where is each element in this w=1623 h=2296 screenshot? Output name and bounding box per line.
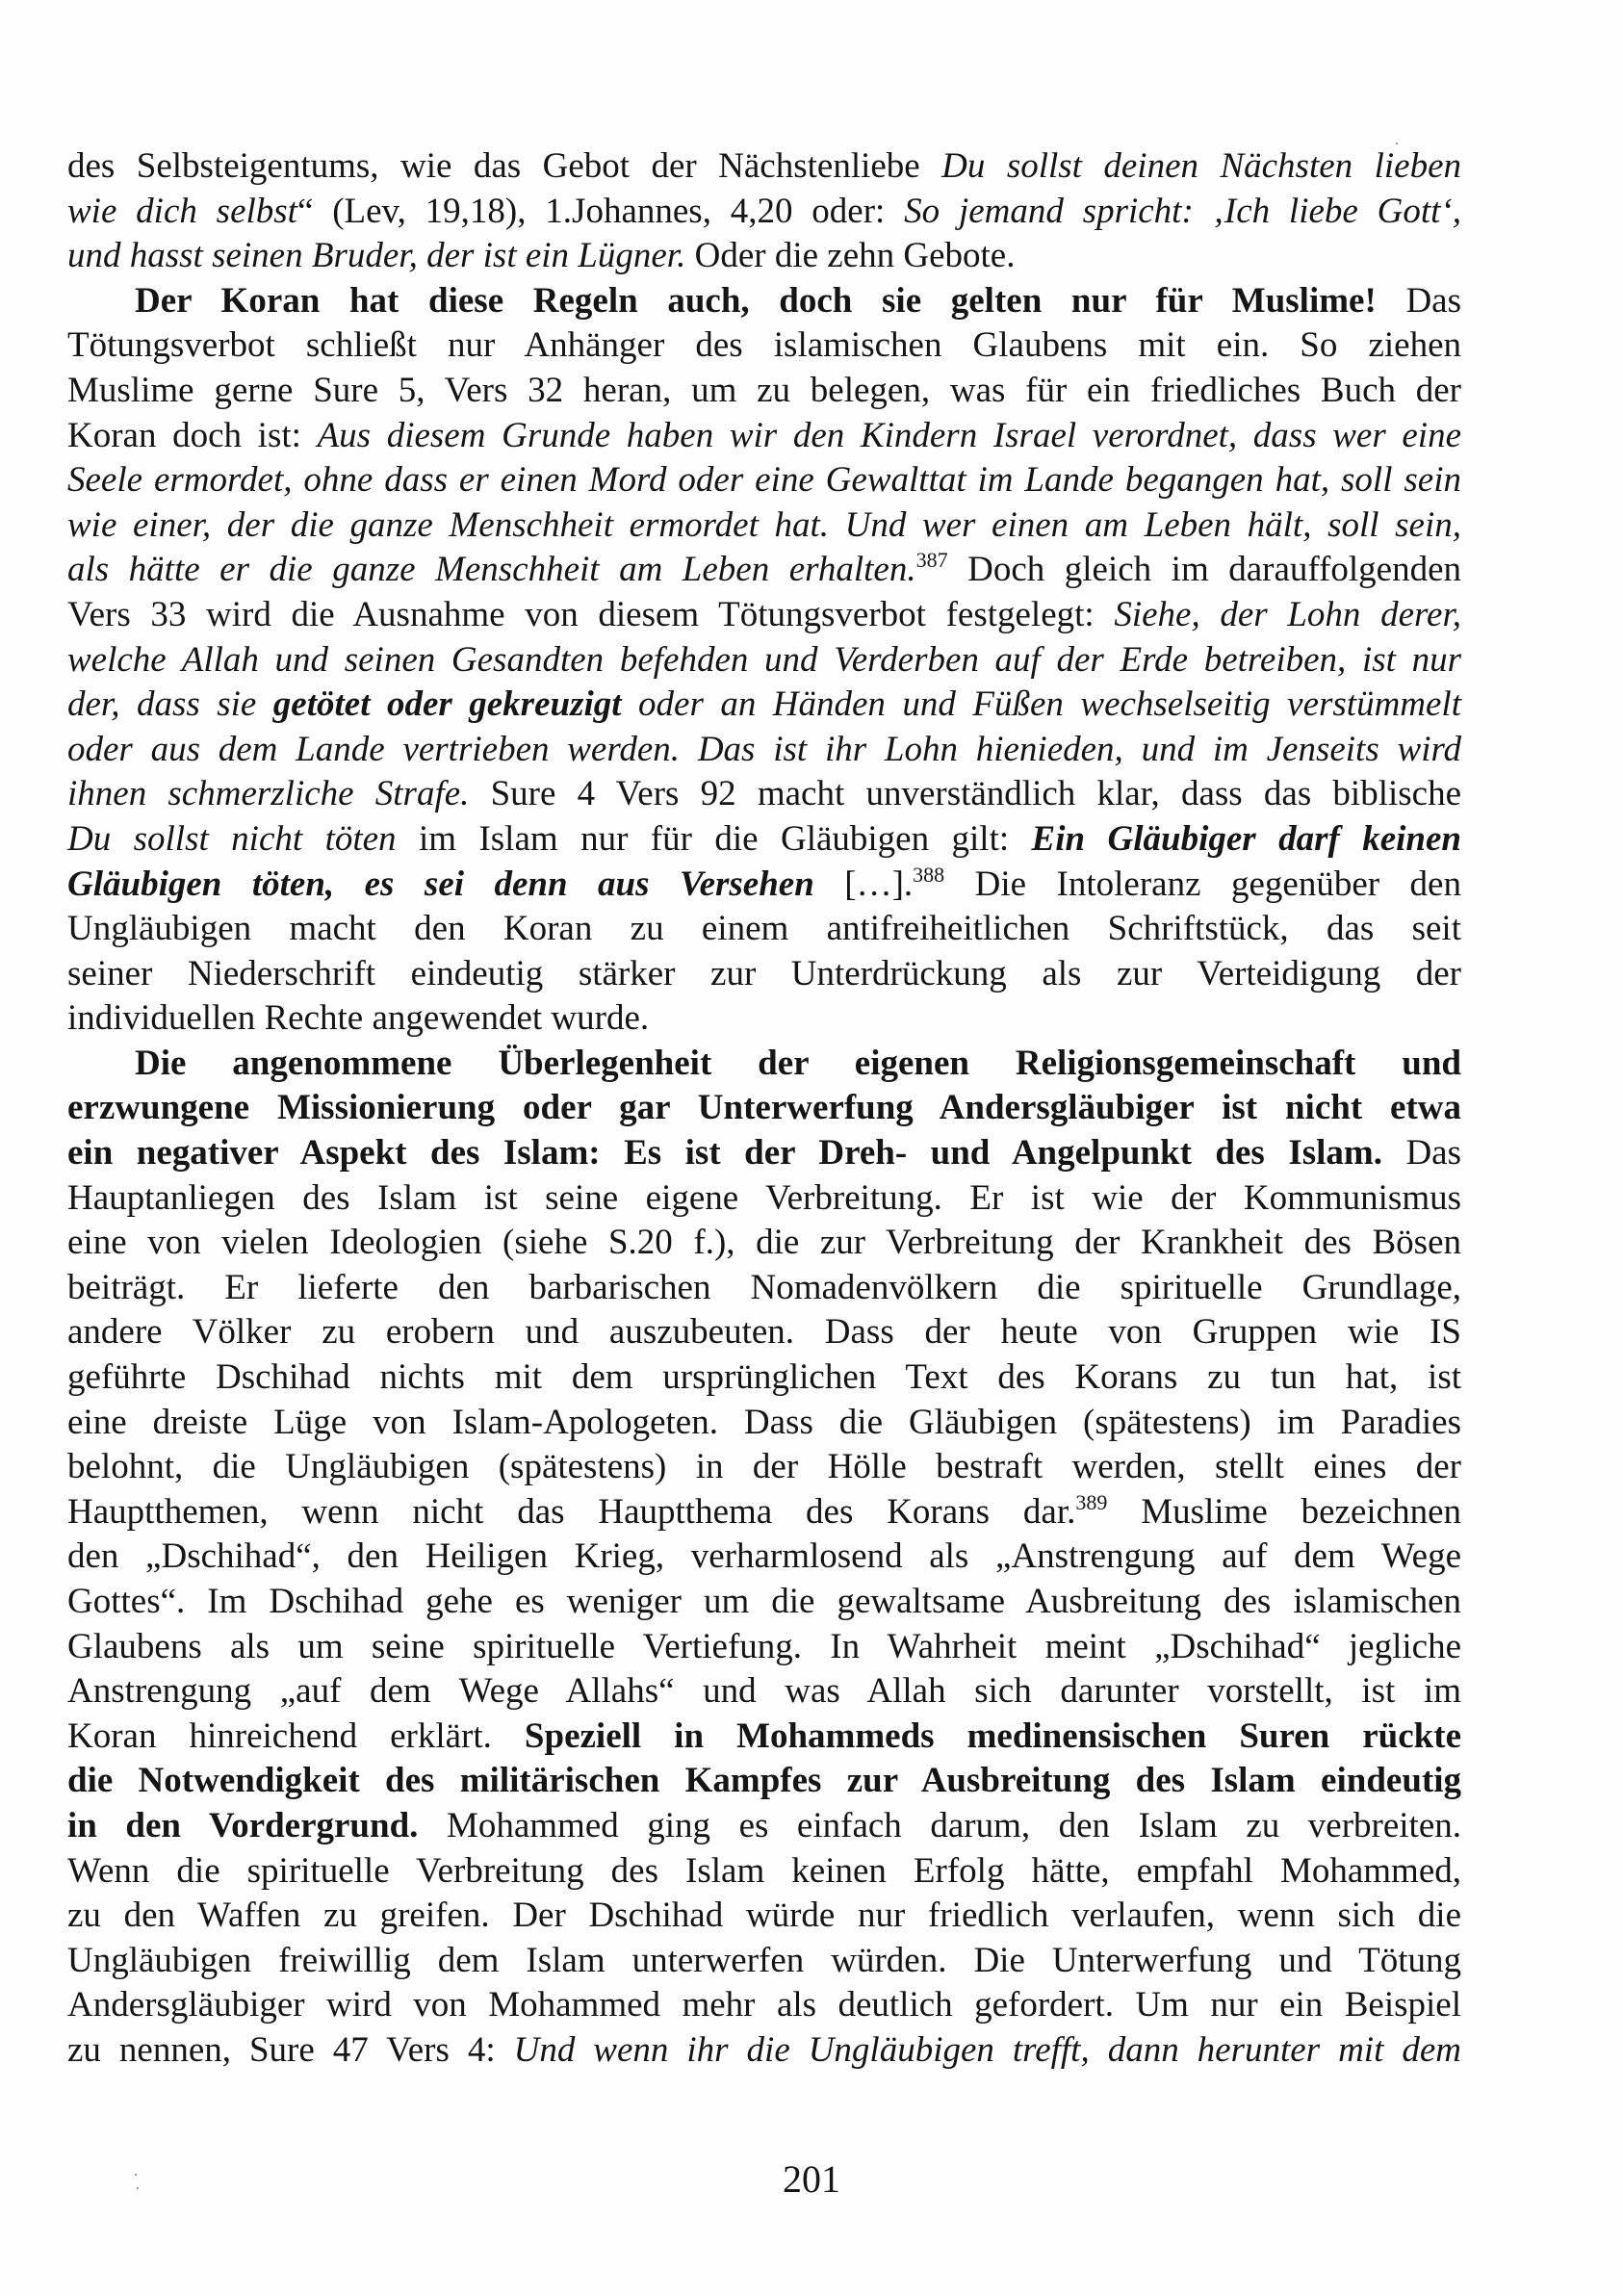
bold-text-run: Der Koran hat diese Regeln auch, doch sie gelten nur für Muslime! [135,280,1377,321]
text-run: zu nennen, Sure 47 Vers 4: [67,2029,514,2070]
italic-text-run: Aus diesem Grunde haben wir den Kindern Israel verordnet, dass wer eine [317,415,1462,455]
text-line [67,1625,1461,1670]
text-run: Andersgläubiger wird von Mohammed mehr als deutlich gefordert. Um nur ein Beispiel [67,1985,1461,2025]
text-run: eine dreiste Lüge von Islam-Apologeten. Dass die Gläubigen (spätestens) im Paradies [67,1402,1461,1442]
text-run: Sure 4 Vers 92 macht unverständlich klar, dass das biblische [469,774,1461,814]
page-number: 201 [783,2157,840,2201]
text-line [67,1939,1461,1984]
text-line [67,1221,1461,1266]
italic-text-run: ihnen schmerzliche Strafe. [67,774,470,814]
text-run: seiner Niederschrift eindeutig stärker zur Unterdrückung als zur Verteidigung der [67,953,1461,993]
text-run: Koran doch ist: [67,415,318,455]
text-run: Hauptanliegen des Islam ist seine eigene Verbreitung. Er ist wie der Kommunismus [67,1177,1461,1218]
text-run: Oder die zehn Gebote. [685,236,1016,276]
text-run: eine von vielen Ideologien (siehe S.20 f.), die zur Verbreitung der Krankheit des Bösen [67,1223,1461,1263]
italic-text-run: wie dich selbst [67,191,297,231]
text-line [67,996,1461,1042]
text-line [67,1983,1461,2028]
text-run: Muslime gerne Sure 5, Vers 32 heran, um zu belegen, was für ein friedliches Buch der [67,370,1461,410]
text-run: beiträgt. Er lieferte den barbarischen Nomadenvölkern die spirituelle Grundlage, [67,1267,1461,1307]
italic-text-run: welche Allah und seinen Gesandten befehden und Verderben auf der Erde betreiben, ist nur [67,639,1461,680]
italic-text-run: Seele ermordet, ohne dass er einen Mord oder eine Gewalttat im Lande begangen hat, soll sein [67,460,1461,501]
text-run: zu den Waffen zu greifen. Der Dschihad würde nur friedlich verlaufen, wenn sich die [67,1896,1461,1936]
footnote-reference: 387 [915,548,948,573]
text-line [67,1580,1461,1625]
italic-text-run: und hasst seinen Bruder, der ist ein Lügner. [67,236,686,276]
text-run: Ungläubigen macht den Koran zu einem antifreiheitlichen Schriftstück, das seit [67,909,1461,949]
text-line [67,1715,1461,1760]
italic-text-run: Du sollst deinen Nächsten lieben [941,146,1461,186]
text-line [67,1804,1461,1849]
italic-text-run: als hätte er die ganze Menschheit am Leben erhalten. [67,550,916,590]
bold-text-run: in den Vordergrund. [67,1805,419,1845]
text-run: Mohammed ging es einfach darum, den Islam zu verbreiten. [418,1805,1461,1845]
text-run: Hauptthemen, wenn nicht das Hauptthema des Korans dar. [67,1491,1076,1532]
text-line [67,234,1461,279]
text-run: Muslime bezeichnen [1107,1491,1461,1532]
bold-text-run: Speziell in Mohammeds medinensischen Suren rückte [524,1716,1461,1756]
text-line [67,1894,1461,1939]
italic-text-run: wie einer, der die ganze Menschheit ermordet hat. Und wer einen am Leben hält, soll sein, [67,504,1461,545]
text-line [67,772,1461,817]
text-line [67,414,1461,459]
text-line [67,1176,1461,1222]
text-line [67,1445,1461,1490]
scan-speck [135,2174,137,2176]
text-line [67,1355,1461,1401]
text-run: Glaubens als um seine spirituelle Vertiefung. In Wahrheit meint „Dschihad“ jegliche [67,1626,1461,1666]
italic-text-run: Du sollst nicht töten [67,818,397,859]
text-run: des Selbsteigentums, wie das Gebot der Nächstenliebe [67,146,942,186]
text-line [67,728,1461,773]
text-line [67,458,1461,503]
text-run: Das [1381,1133,1461,1174]
text-run: andere Völker zu erobern und auszubeuten. Dass der heute von Gruppen wie IS [67,1312,1461,1353]
italic-text-run: oder aus dem Lande vertrieben werden. Das ist ihr Lohn hienieden, und im Jenseits wird [67,729,1461,769]
text-line [67,369,1461,414]
body-text [67,144,1461,2074]
text-line [67,190,1461,235]
text-run: Das [1376,280,1461,321]
text-line [67,1266,1461,1311]
text-line [67,2028,1461,2074]
text-run: individuellen Rechte angewendet wurde. [67,998,650,1039]
text-run: […]. [813,864,914,904]
bold-text-run: die Notwendigkeit des militärischen Kampfes zur Ausbreitung des Islam eindeutig [67,1761,1461,1801]
text-run: Anstrengung „auf dem Wege Allahs“ und was Allah sich darunter vorstellt, ist im [67,1671,1461,1712]
text-line [67,952,1461,997]
italic-text-run: der, dass sie [67,684,273,725]
italic-text-run: Und wenn ihr die Ungläubigen trefft, dann herunter mit dem [513,2029,1461,2070]
text-line [67,907,1461,952]
text-line [67,593,1461,638]
italic-text-run: oder an Händen und Füßen wechselseitig verstümmelt [621,684,1461,725]
text-run: den „Dschihad“, den Heiligen Krieg, verharmlosend als „Anstrengung auf dem Wege [67,1536,1461,1577]
text-run: Wenn die spirituelle Verbreitung des Islam keinen Erfolg hätte, empfahl Mohammed, [67,1850,1461,1891]
text-line [67,1669,1461,1715]
text-run: Koran hinreichend erklärt. [67,1716,525,1756]
text-line [67,1759,1461,1804]
bold-text-run: erzwungene Missionierung oder gar Unterwerfung Andersgläubiger ist nicht etwa [67,1088,1461,1128]
footnote-reference: 389 [1075,1489,1108,1514]
text-run: Doch gleich im darauffolgenden [947,550,1461,590]
text-run: geführte Dschihad nichts mit dem ursprünglichen Text des Korans zu tun hat, ist [67,1357,1461,1398]
text-line [67,1490,1461,1535]
text-line [67,1042,1461,1087]
text-run: belohnt, die Ungläubigen (spätestens) in der Hölle bestraft werden, stellt eines der [67,1447,1461,1487]
scan-speck [1396,142,1398,144]
text-line [67,683,1461,728]
text-line [67,817,1461,863]
text-line [67,638,1461,684]
text-run: Tötungsverbot schließt nur Anhänger des islamischen Glaubens mit ein. So ziehen [67,325,1461,366]
bold-text-run: Ein Gläubiger darf keinen [1031,818,1462,859]
bold-text-run: ein negativer Aspekt des Islam: Es ist der Dreh- und Angelpunkt des Islam. [67,1133,1382,1174]
bold-text-run: Die angenommene Überlegenheit der eigenen Religionsgemeinschaft und [135,1043,1461,1083]
scan-speck [137,2187,139,2189]
bold-text-run: Gläubigen töten, es sei denn aus Versehen [67,864,814,904]
text-run: Vers 33 wird die Ausnahme von diesem Tötungsverbot festgelegt: [67,594,1115,634]
text-line [67,1086,1461,1131]
text-run: Ungläubigen freiwillig dem Islam unterwerfen würden. Die Unterwerfung und Tötung [67,1940,1461,1980]
italic-text-run: Siehe, der Lohn derer, [1114,594,1461,634]
text-run: im Islam nur für die Gläubigen gilt: [396,818,1032,859]
text-line [67,863,1461,908]
text-run: Gottes“. Im Dschihad gehe es weniger um die gewaltsame Ausbreitung des islamischen [67,1582,1461,1621]
text-line [67,1131,1461,1176]
bold-text-run: getötet oder gekreuzigt [272,684,622,725]
text-line [67,503,1461,549]
text-line [67,1535,1461,1580]
text-line [67,279,1461,324]
text-line [67,1310,1461,1355]
italic-text-run: So jemand spricht: ‚Ich liebe Gott‘, [904,191,1461,231]
text-line [67,144,1461,190]
footnote-reference: 388 [913,862,945,887]
text-line [67,1849,1461,1895]
text-run: “ (Lev, 19,18), 1.Johannes, 4,20 oder: [296,191,905,231]
text-line [67,548,1461,593]
text-line [67,1401,1461,1446]
text-run: Die Intoleranz gegenüber den [944,864,1461,904]
text-line [67,323,1461,369]
